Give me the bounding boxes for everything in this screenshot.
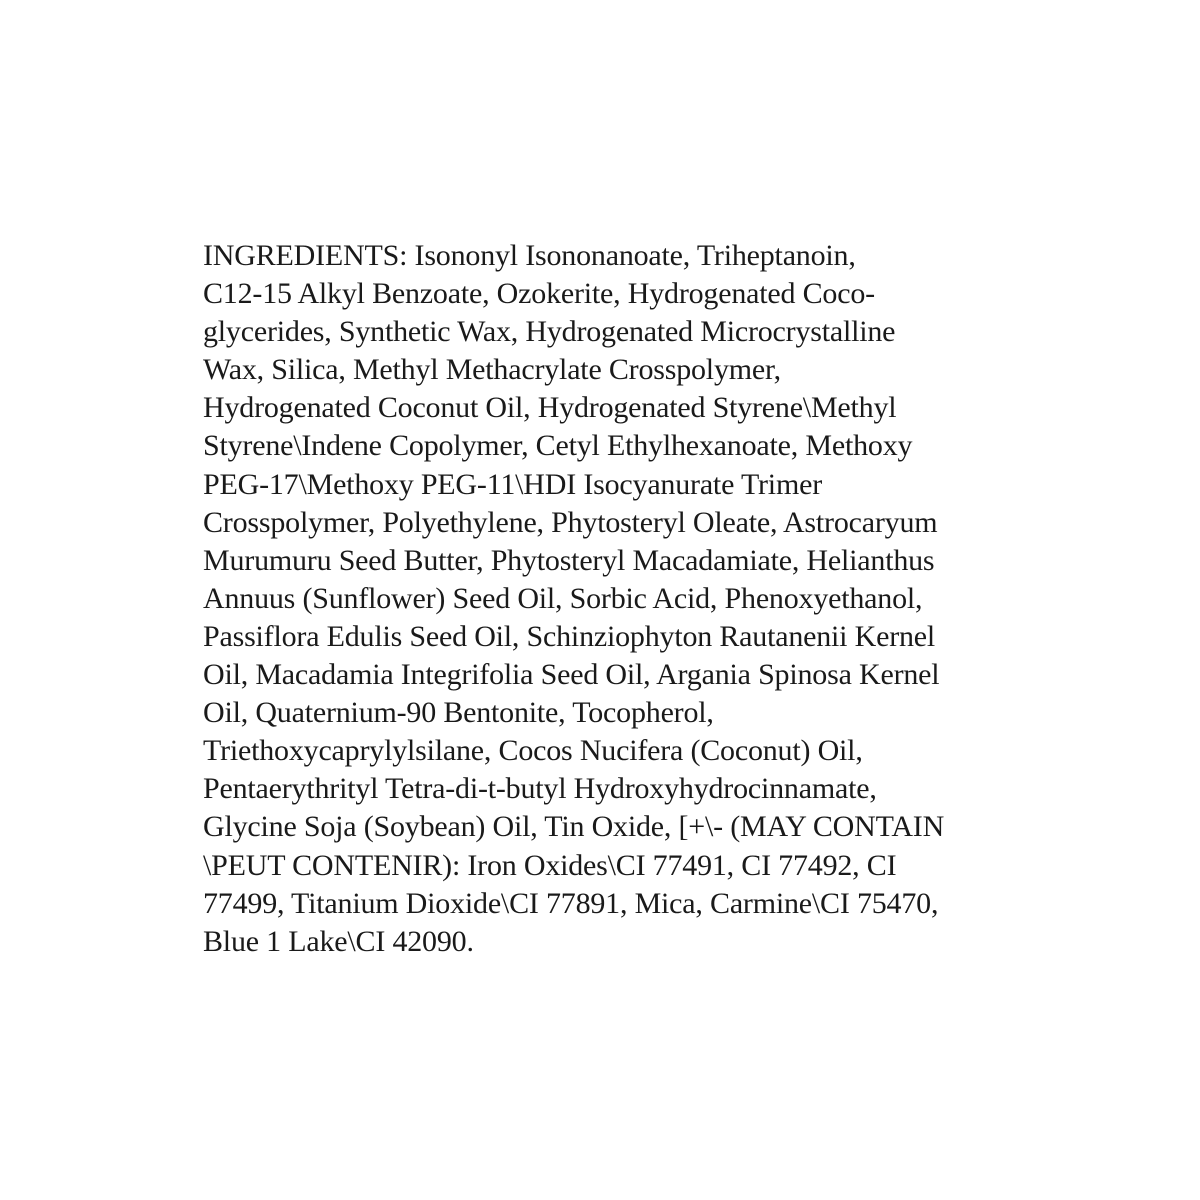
ingredients-line-16: Glycine Soja (Soybean) Oil, Tin Oxide, [+\- (MAY CONTAIN: [203, 810, 945, 844]
ingredients-line-5: Hydrogenated Coconut Oil, Hydrogenated Styrene\Methyl: [203, 391, 897, 425]
ingredients-line-15: Pentaerythrityl Tetra-di-t-butyl Hydroxyhydrocinnamate,: [203, 772, 877, 806]
ingredients-line-19: Blue 1 Lake\CI 42090.: [203, 924, 474, 958]
ingredients-line-18: 77499, Titanium Dioxide\CI 77891, Mica, Carmine\CI 75470,: [203, 886, 939, 920]
ingredients-line-13: Oil, Quaternium-90 Bentonite, Tocopherol,: [203, 696, 714, 730]
ingredients-line-17: \PEUT CONTENIR): Iron Oxides\CI 77491, CI 77492, CI: [203, 848, 897, 882]
ingredients-line-6: Styrene\Indene Copolymer, Cetyl Ethylhexanoate, Methoxy: [203, 429, 913, 463]
ingredients-line-3: glycerides, Synthetic Wax, Hydrogenated Microcrystalline: [203, 315, 896, 349]
ingredients-line-1: INGREDIENTS: Isononyl Isononanoate, Triheptanoin,: [203, 239, 856, 272]
ingredients-line-10: Annuus (Sunflower) Seed Oil, Sorbic Acid, Phenoxyethanol,: [203, 581, 923, 615]
ingredients-line-11: Passiflora Edulis Seed Oil, Schinziophyton Rautanenii Kernel: [203, 619, 936, 653]
ingredients-line-2: C12-15 Alkyl Benzoate, Ozokerite, Hydrogenated Coco-: [203, 277, 875, 311]
ingredients-text-block: [203, 237, 1023, 961]
ingredients-line-8: Crosspolymer, Polyethylene, Phytosteryl Oleate, Astrocaryum: [203, 505, 938, 539]
ingredients-line-14: Triethoxycaprylylsilane, Cocos Nucifera (Coconut) Oil,: [203, 734, 863, 768]
ingredients-line-12: Oil, Macadamia Integrifolia Seed Oil, Argania Spinosa Kernel: [203, 658, 940, 692]
ingredients-line-9: Murumuru Seed Butter, Phytosteryl Macadamiate, Helianthus: [203, 543, 935, 577]
ingredients-line-7: PEG-17\Methoxy PEG-11\HDI Isocyanurate Trimer: [203, 467, 822, 501]
ingredients-line-4: Wax, Silica, Methyl Methacrylate Crosspolymer,: [203, 353, 781, 387]
